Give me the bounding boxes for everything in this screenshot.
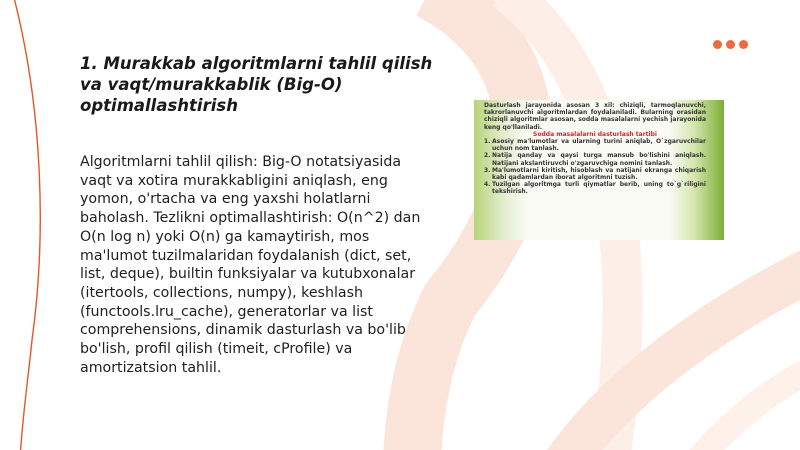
menu-dots-icon — [713, 40, 748, 49]
dot — [713, 40, 722, 49]
image-intro-text: Dasturlash jarayonida asosan 3 xil: chiziqli, tarmoqlanuvchi, takrorlanuvchi algoritmlardan foydalaniladi. Bularning orasidan chiziqli algoritmlar asosan, sodda masalalarni yechish jarayonida keng qo'llaniladi. — [484, 102, 706, 131]
image-steps-list — [484, 138, 706, 196]
slide-body-text: Algoritmlarni tahlil qilish: Big-O notatsiyasida vaqt va xotira murakkabligini aniqlash, eng yomon, o'rtacha va eng yaxshi holatlarni baholash. Tezlikni optimallashtirish: O(n^2) dan O(n log n) yoki O(n) ga kamaytirish, mos ma'lumot tuzilmalaridan foydalanish (dict, set, list, deque), builtin funksiyalar va kutubxonalar (itertools, collections, numpy), keshlash (functools.lru_cache), generatorlar va list comprehensions, dinamik dasturlash va bo'lib bo'lish, profil qilish (timeit, cProfile) va amortizatsion tahlil. — [80, 154, 421, 376]
content-image — [474, 100, 724, 240]
image-text-block — [484, 102, 706, 196]
list-item: 3. Ma'lumotlarni kiritish, hisoblash va natijani ekranga chiqarish kabi qadamlardan iborat algoritmni tuzish. — [484, 166, 706, 182]
dot — [726, 40, 735, 49]
image-heading: Sodda masalalarni dasturlash tartibi — [533, 130, 657, 138]
slide-title: 1. Murakkab algoritmlarni tahlil qilish va vaqt/murakkablik (Big-O) optimallashtirish — [80, 54, 433, 115]
list-item: 4. Tuzilgan algoritmga turli qiymatlar berib, uning to`g`riligini tekshirish. — [484, 181, 706, 196]
list-item: 1. Asosiy ma'lumotlar va ularning turini aniqlab, O`zgaruvchilar uchun nom tanlash. — [484, 138, 706, 153]
dot — [739, 40, 748, 49]
list-item: 2. Natija qanday va qaysi turga mansub bo'lishini aniqlash. Natijani akslantiruvchi o'zgaruvchiga nomini tanlash. — [484, 152, 706, 167]
